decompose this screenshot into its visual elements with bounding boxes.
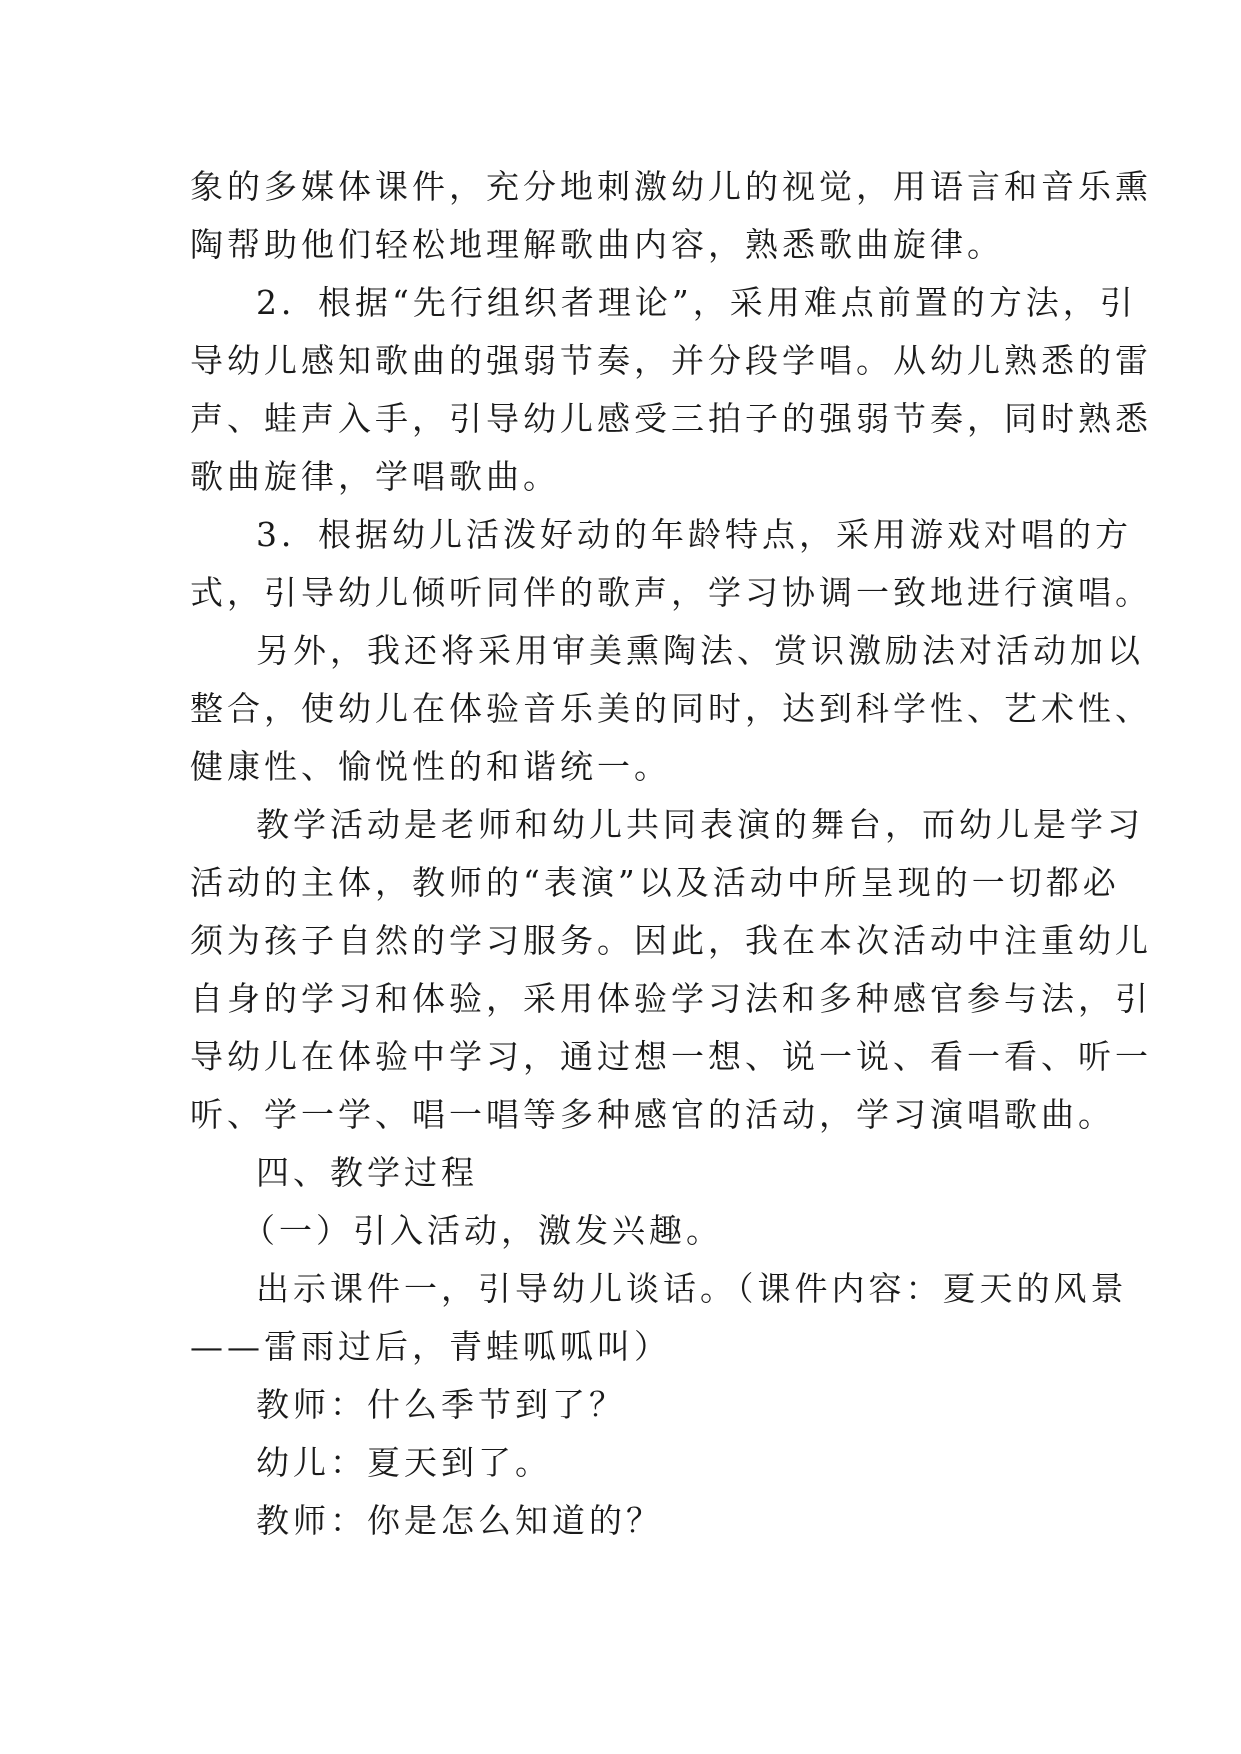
text-line: 歌曲旋律，学唱歌曲。 (190, 457, 560, 496)
paragraph-start-line: 教学活动是老师和幼儿共同表演的舞台，而幼儿是学习 (256, 805, 1144, 844)
text-line: 自身的学习和体验，采用体验学习法和多种感官参与法，引 (190, 979, 1152, 1018)
paragraph-start-line: 2．根据“先行组织者理论”，采用难点前置的方法，引 (256, 283, 1137, 322)
text-line: 导幼儿感知歌曲的强弱节奏，并分段学唱。从幼儿熟悉的雷 (190, 341, 1152, 380)
text-line: 健康性、愉悦性的和谐统一。 (190, 747, 671, 786)
text-line: 式，引导幼儿倾听同伴的歌声，学习协调一致地进行演唱。 (190, 573, 1152, 612)
text-line: 导幼儿在体验中学习，通过想一想、说一说、看一看、听一 (190, 1037, 1152, 1076)
text-line: 活动的主体，教师的“表演”以及活动中所呈现的一切都必 (190, 863, 1120, 902)
text-line: 象的多媒体课件，充分地刺激幼儿的视觉，用语言和音乐熏 (190, 167, 1152, 206)
paragraph-start-line: 出示课件一，引导幼儿谈话。（课件内容：夏天的风景 (256, 1269, 1128, 1308)
text-line: ——雷雨过后，青蛙呱呱叫） (190, 1327, 671, 1366)
text-line: 声、蛙声入手，引导幼儿感受三拍子的强弱节奏，同时熟悉 (190, 399, 1152, 438)
paragraph-start-line: 另外，我还将采用审美熏陶法、赏识激励法对活动加以 (256, 631, 1144, 670)
text-line: 须为孩子自然的学习服务。因此，我在本次活动中注重幼儿 (190, 921, 1152, 960)
document-body (190, 158, 1152, 1550)
dialogue-line: 教师：你是怎么知道的？ (256, 1501, 663, 1540)
dialogue-line: 幼儿：夏天到了。 (256, 1443, 552, 1482)
paragraph-start-line: 3．根据幼儿活泼好动的年龄特点，采用游戏对唱的方 (256, 515, 1132, 554)
subsection-heading: （一）引入活动，激发兴趣。 (242, 1211, 723, 1250)
dialogue-line: 教师：什么季节到了？ (256, 1385, 626, 1424)
text-line: 整合，使幼儿在体验音乐美的同时，达到科学性、艺术性、 (190, 689, 1152, 728)
text-line: 听、学一学、唱一唱等多种感官的活动，学习演唱歌曲。 (190, 1095, 1115, 1134)
section-heading: 四、教学过程 (256, 1153, 478, 1192)
text-line: 陶帮助他们轻松地理解歌曲内容，熟悉歌曲旋律。 (190, 225, 1004, 264)
